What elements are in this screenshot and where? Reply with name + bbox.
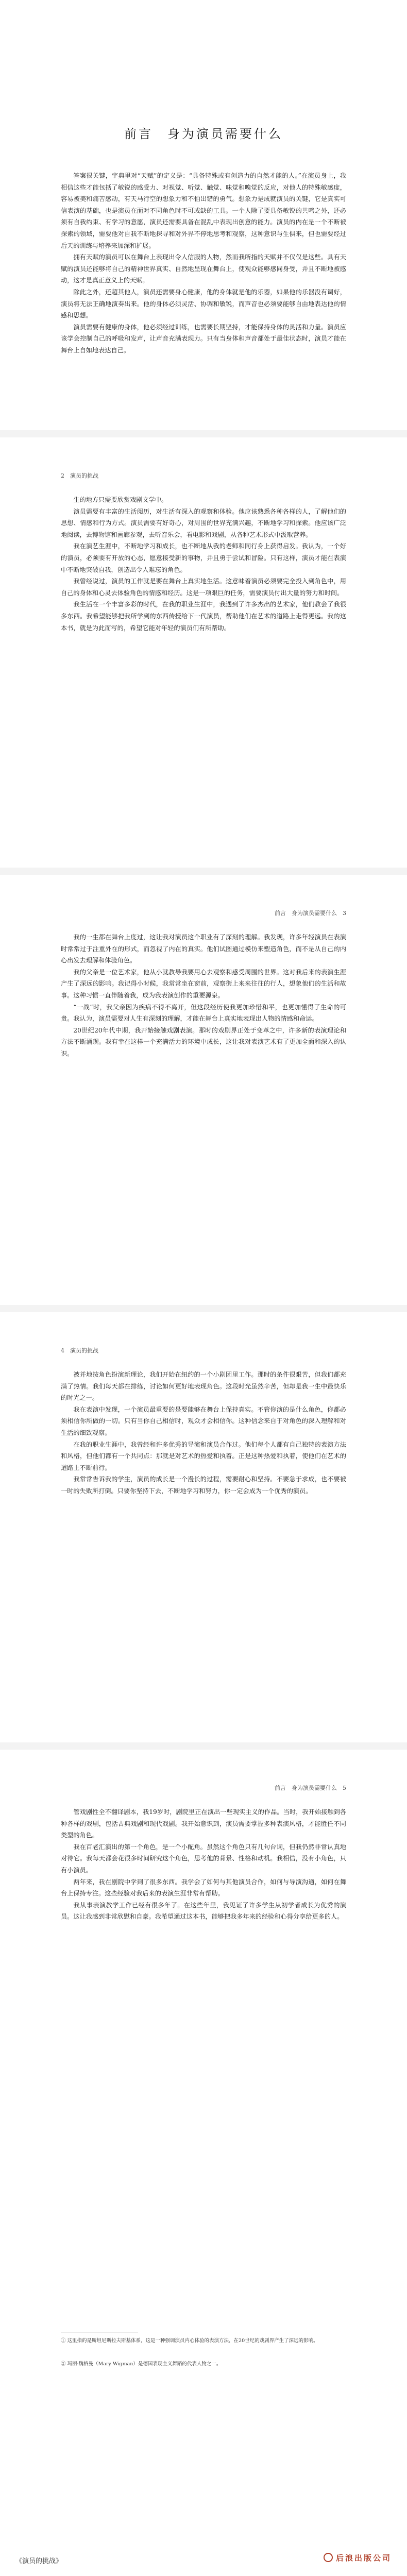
- page-2: [0, 437, 407, 868]
- page-gap: [0, 1305, 407, 1312]
- page-body: [61, 170, 346, 357]
- paragraph: 我从事表演教学工作已经有很多年了。在这些年里，我见证了许多学生从初学者成长为优秀的演员。这让我感到非常欣慰和自豪。我希望通过这本书，能够把我多年来的经验和心得分享给更多的人。: [61, 1901, 346, 1921]
- running-header: 4 演员的挑战: [61, 1347, 98, 1354]
- paragraph: 被并地按角色扮演新理论，我们开始在纽约的一个小剧团里工作。那时的条件很艰苦，但我们都充满了热情。我们每天都在排练，讨论如何更好地表现角色。这段时光虽然辛苦，但却是我一生中最快乐的时光之一。: [61, 1371, 346, 1402]
- publisher-mark-icon: [324, 2553, 333, 2562]
- paragraph: 两年来，我在剧院中学到了很多东西。我学会了如何与其他演员合作，如何与导演沟通，如何在舞台上保持专注。这些经验对我后来的表演生涯非常有帮助。: [61, 1878, 346, 1897]
- page-4: [0, 1312, 407, 1742]
- paragraph: “一战”时，我父亲因为疾病不得不离开，但这段经历使我更加珍惜和平，也更加懂得了生命的可贵。我认为，演员需要对人生有深刻的理解，才能在舞台上真实地表现出人物的情感和命运。: [61, 1003, 346, 1023]
- page-body: [61, 931, 346, 1060]
- paragraph: 我的父亲是一位艺术家，他从小就教导我要用心去观察和感受周围的世界。这对我后来的表演生涯产生了深远的影响。我记得小时候，我常常坐在窗前，观察街上来来往往的行人，想象他们的生活和故事。这种习惯一直伴随着我，成为我表演创作的重要源泉。: [61, 968, 346, 999]
- paragraph: 20世纪20年代中期，我开始接触戏剧表演。那时的戏剧界正处于变革之中，许多新的表演理论和方法不断涌现。我有幸在这样一个充满活力的环境中成长，这让我对表演艺术有了更加全面和深入的认识。: [61, 1026, 346, 1057]
- paragraph: 我在百老汇演出的第一个角色，是一个小配角。虽然这个角色只有几句台词，但我仍然非常认真地对待它。我每天都会花很多时间研究这个角色，思考他的背景、性格和动机。我相信，没有小角色，只有小演员。: [61, 1843, 346, 1874]
- paragraph: 管戏剧性全不翻译剧本，我19岁时，剧院里正在演出一些现实主义的作品。当时，我开始接触到各种各样的戏剧，包括古典戏剧和现代戏剧。我开始意识到，演员需要掌握多种表演风格，才能胜任不同类型的角色。: [61, 1808, 346, 1839]
- paragraph: 在我的职业生涯中，我曾经和许多优秀的导演和演员合作过。他们每个人都有自己独特的表演方法和风格，但他们都有一个共同点：那就是对艺术的热爱和执着。正是这种热爱和执着，使他们在艺术的道路上不断前行。: [61, 1440, 346, 1471]
- book-title-label: 《演员的挑战》: [15, 2557, 63, 2565]
- footnote: ② 玛丽·魏格曼（Mary Wigman）是德国表现主义舞蹈的代表人物之一。: [61, 2361, 222, 2367]
- page-gap: [0, 868, 407, 875]
- page-body: [61, 1806, 346, 1923]
- paragraph: 我常常告诉我的学生，演员的成长是一个漫长的过程，需要耐心和坚持。不要急于求成，也不要被一时的失败所打倒。只要你坚持下去，不断地学习和努力，你一定会成为一个优秀的演员。: [61, 1476, 346, 1495]
- running-header: 前言 身为演员需要什么 5: [275, 1785, 346, 1791]
- paragraph: 生的地方只需要欣赏戏剧文学中。: [73, 496, 168, 503]
- paragraph: 演员需要有健康的身体，他必须经过训练，也需要长期坚持，才能保持身体的灵活和力量。演员应该学会控制自己的呼吸和发声，让声音充满表现力。只有当身体和声音都处于最佳状态时，演员才能在舞台上自如地表达自己。: [61, 323, 346, 354]
- page-title: 前言 身为演员需要什么: [124, 127, 283, 141]
- publisher-name: 后浪出版公司: [335, 2553, 392, 2563]
- paragraph: 我生活在一个丰富多彩的时代，在我的职业生涯中，我遇到了许多杰出的艺术家，他们教会了我很多东西。我希望能够把我所学到的东西传授给下一代演员，帮助他们在艺术的道路上走得更远。我的这本书，就是为此而写的，希望它能对年轻的演员们有所帮助。: [61, 601, 346, 632]
- paragraph: 答案很关键，字典里对“天赋”的定义是：“具备特殊或有创造力的自然才能的人。”在演员身上，我相信这些才能包括了敏锐的感受力、对视觉、听觉、触觉、味觉和嗅觉的反应，对他人的特殊敏感度，容易被美和痛苦感动，有天马行空的想象力和不怕出错的勇气。想象力是成就演员的关键，它是真实可信表演的基础，也是演员在面对不同角色时不可或缺的工具。一个人除了要具备敏锐的共鸣之外，还必须有自我约束、有学习的意愿，演员还需要具备在混乱中表现出创意的能力。演员的内在是一个不断被探索的领域，需要他对自我不断地探寻和对外界不停地思考和观察，这种意识与生俱来，但也需要经过后天的训练与培养来加深和扩展。: [61, 172, 346, 249]
- page-gap: [0, 1742, 407, 1750]
- publisher-logo: [324, 2552, 392, 2563]
- page-gap: [0, 430, 407, 437]
- paragraph: 我在表演中发现，一个演员最重要的是要能够在舞台上保持真实。不管你演的是什么角色，你都必须相信你所做的一切。只有当你自己相信时，观众才会相信你。这种信念来自于对角色的深入理解和对生活的细致观察。: [61, 1405, 346, 1436]
- paragraph: 除此之外，还超其他人，演员还需要身心健康，他的身体就是他的乐器，如果他的乐器没有调好，演员将无法正确地演奏出来。他的身体必须灵活、协调和敏锐，而声音也必须要能够自由地表达他的情感和思想。: [61, 288, 346, 319]
- paragraph: 我曾经说过，演员的工作就是要在舞台上真实地生活。这意味着演员必须要完全投入到角色中，用自己的身体和心灵去体验角色的情感和经历。这是一项艰巨的任务，需要演员付出大量的努力和时间。: [61, 578, 346, 597]
- page-3: [0, 875, 407, 1305]
- page-body: [61, 494, 346, 634]
- page-1: [0, 0, 407, 430]
- footnote: ① 这里指的是斯坦尼斯拉夫斯基体系，这是一种强调演员内心体验的表演方法，在20世纪的戏剧界产生了深远的影响。: [61, 2338, 318, 2344]
- page-5: [0, 1750, 407, 2550]
- paragraph: 我在演艺生涯中，不断地学习和成长，也不断地从我的老师和同行身上获得启发。我认为，一个好的演员，必须要有开放的心态，愿意接受新的事物，并且勇于尝试和冒险。只有这样，演员才能在表演中不断地突破自我，创造出令人难忘的角色。: [61, 543, 346, 573]
- running-header: 前言 身为演员需要什么 3: [275, 910, 346, 917]
- running-header: 2 演员的挑战: [61, 472, 98, 479]
- paragraph: 我的一生都在舞台上度过，这让我对演员这个职业有了深刻的理解。我发现，许多年轻演员在表演时常常过于注重外在的形式，而忽视了内在的真实。他们试图通过模仿来塑造角色，而不是从自己的内心出发去理解和体验角色。: [61, 934, 346, 964]
- paragraph: 拥有天赋的演员可以在舞台上表现出令人信服的人物，然而我所指的天赋并不仅仅是这些。具有天赋的演员还能够将自己的精神世界真实、自然地呈现在舞台上，使观众能够感同身受，并且不断地被感动，这才是真正意义上的天赋。: [61, 253, 346, 284]
- paragraph: 演员需要有丰富的生活阅历，对生活有深入的观察和体验。他应该熟悉各种各样的人，了解他们的思想、情感和行为方式。演员需要有好奇心，对周围的世界充满兴趣，不断地学习和探索。他应该广泛地阅读，去博物馆和画廊参观，去听音乐会，看电影和戏剧，从各种艺术形式中汲取营养。: [61, 507, 346, 538]
- page-body: [61, 1369, 346, 1497]
